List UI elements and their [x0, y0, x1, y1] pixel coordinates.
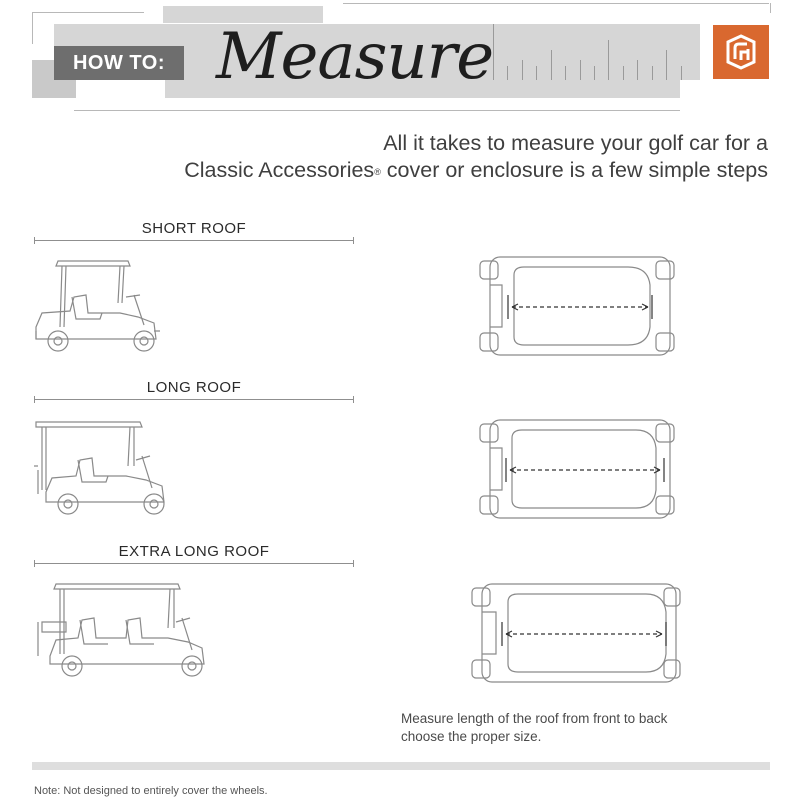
caption-line-2: choose the proper size.	[401, 729, 542, 744]
footer-divider-bar	[32, 762, 770, 770]
section-title-short-roof: SHORT ROOF	[141, 220, 247, 237]
how-to-badge: HOW TO:	[54, 46, 184, 80]
long-roof-cart-side-illustration	[30, 418, 180, 523]
measure-instruction-caption	[401, 710, 667, 746]
section-rule-long-roof	[34, 399, 354, 400]
footer-note: Note: Not designed to entirely cover the wheels.	[34, 785, 268, 797]
section-title-extra-long-roof: EXTRA LONG ROOF	[118, 543, 270, 560]
section-title-long-roof: LONG ROOF	[146, 379, 242, 396]
header-frame-line-top-left	[32, 12, 33, 44]
header-frame-line-top-right	[343, 3, 769, 4]
page-title: Measure	[216, 20, 494, 94]
classic-accessories-logo-icon	[713, 25, 769, 79]
short-roof-cart-top-illustration	[478, 255, 678, 360]
caption-line-1: Measure length of the roof from front to back	[401, 711, 668, 726]
header-frame-line-bottom	[74, 110, 680, 111]
long-roof-cart-top-illustration	[478, 418, 678, 523]
header-frame-line-right	[770, 3, 771, 13]
extra-long-roof-cart-side-illustration	[30, 582, 220, 687]
intro-line-1: All it takes to measure your golf car for a	[383, 131, 768, 155]
intro-line-2: Classic Accessories® cover or enclosure is a few simple steps	[184, 158, 768, 182]
intro-text	[184, 130, 768, 184]
header-frame-line-top-left-h	[32, 12, 144, 13]
extra-long-roof-cart-top-illustration	[470, 582, 685, 687]
section-rule-short-roof	[34, 240, 354, 241]
short-roof-cart-side-illustration	[30, 255, 170, 360]
section-rule-extra-long-roof	[34, 563, 354, 564]
